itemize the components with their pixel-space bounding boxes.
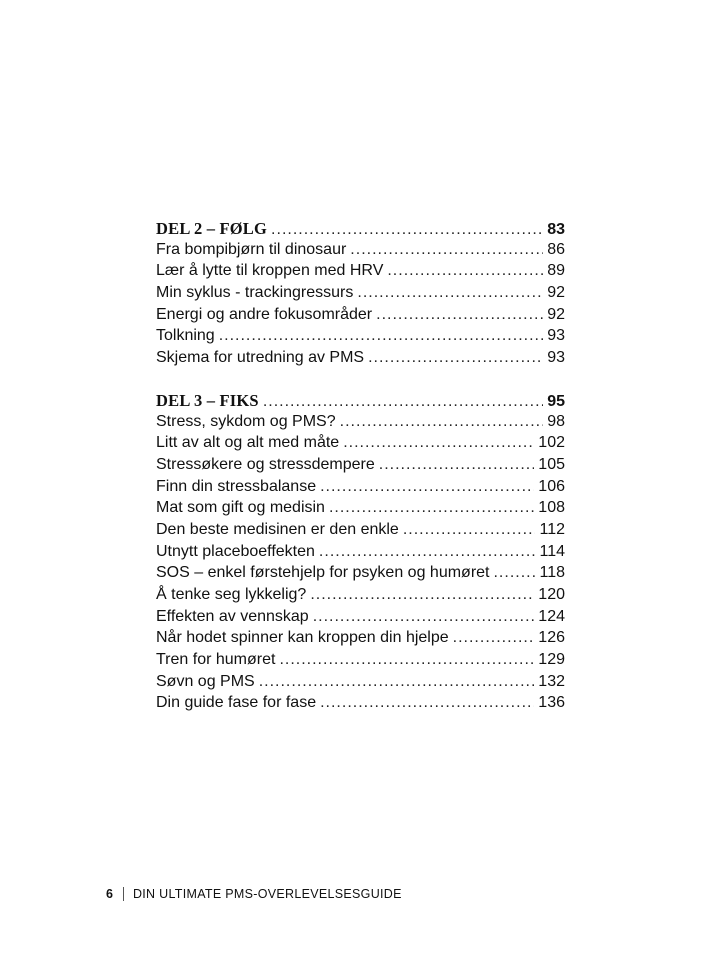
toc-entry-page: 93: [547, 327, 565, 345]
toc-section-del-3: [156, 391, 565, 716]
dot-leader: [379, 456, 535, 474]
toc-section-heading[interactable]: [156, 391, 565, 413]
toc-entry-title: Effekten av vennskap: [156, 607, 309, 625]
dot-leader: [263, 393, 543, 411]
toc-entry-page: 118: [539, 564, 565, 582]
toc-entry-page: 89: [547, 262, 565, 280]
toc-entry-title: Din guide fase for fase: [156, 694, 317, 712]
dot-leader: [493, 564, 535, 582]
toc-entry-page: 93: [547, 349, 565, 367]
toc-entry-title: Fra bompibjørn til dinosaur: [156, 240, 347, 258]
toc-heading-page: 83: [547, 221, 565, 238]
toc-entry-page: 105: [538, 455, 565, 473]
toc-section-heading[interactable]: [156, 219, 565, 241]
toc-section-del-2: [156, 219, 565, 371]
toc-entry[interactable]: [156, 349, 565, 371]
toc-entry-page: 92: [547, 284, 565, 302]
toc-entry[interactable]: [156, 499, 565, 521]
toc-entry-page: 92: [547, 305, 565, 323]
toc-entry-page: 120: [538, 586, 565, 603]
toc-entry-page: 114: [539, 542, 565, 560]
toc-entry-title: Min syklus - trackingressurs: [156, 284, 354, 302]
toc-entry[interactable]: [156, 694, 565, 716]
toc-entry[interactable]: [156, 413, 565, 435]
dot-leader: [313, 608, 535, 626]
toc-entry[interactable]: [156, 327, 565, 349]
dot-leader: [453, 629, 535, 647]
dot-leader: [368, 349, 543, 367]
dot-leader: [320, 478, 534, 496]
toc-heading-page: 95: [547, 392, 565, 410]
toc-entry-title: Lær å lytte til kroppen med HRV: [156, 262, 384, 280]
toc-entry-title: Energi og andre fokusområder: [156, 305, 373, 323]
toc-entry-page: 102: [538, 434, 565, 452]
dot-leader: [319, 543, 536, 561]
toc-entry[interactable]: [156, 586, 565, 608]
dot-leader: [219, 327, 544, 345]
toc-entry-page: 86: [547, 240, 565, 258]
toc-entry-title: Stressøkere og stressdempere: [156, 455, 375, 473]
toc-entry[interactable]: [156, 651, 565, 673]
toc-entry[interactable]: [156, 521, 565, 543]
toc-entry[interactable]: [156, 262, 565, 284]
dot-leader: [343, 434, 534, 452]
toc-entry-title: Søvn og PMS: [156, 672, 255, 690]
page-number: 6: [106, 887, 113, 901]
toc-entry-page: 112: [539, 520, 565, 538]
toc-entry[interactable]: [156, 284, 565, 306]
toc-entry-title: Å tenke seg lykkelig?: [156, 586, 307, 603]
dot-leader: [329, 499, 534, 517]
toc-entry-title: Den beste medisinen er den enkle: [156, 520, 399, 538]
toc-entry[interactable]: [156, 629, 565, 651]
dot-leader: [320, 694, 534, 712]
toc-entry-title: Litt av alt og alt med måte: [156, 434, 340, 452]
toc-heading-title: DEL 3 – FIKS: [156, 390, 259, 410]
toc-heading-title: DEL 2 – FØLG: [156, 219, 268, 238]
toc-entry-title: Når hodet spinner kan kroppen din hjelpe: [156, 629, 449, 647]
toc-entry[interactable]: [156, 306, 565, 328]
dot-leader: [340, 413, 544, 431]
toc-entry-page: 129: [538, 651, 565, 669]
toc-entry-page: 124: [538, 607, 565, 625]
toc-entry[interactable]: [156, 608, 565, 630]
toc-entry[interactable]: [156, 241, 565, 263]
toc-entry-title: Skjema for utredning av PMS: [156, 349, 365, 367]
dot-leader: [387, 262, 543, 280]
footer-divider: [123, 887, 124, 901]
dot-leader: [376, 306, 543, 324]
toc-entry-title: Finn din stressbalanse: [156, 477, 317, 495]
table-of-contents: [156, 219, 565, 736]
dot-leader: [259, 673, 535, 691]
toc-entry-title: Mat som gift og medisin: [156, 499, 325, 517]
dot-leader: [271, 221, 543, 239]
toc-entry[interactable]: [156, 478, 565, 500]
toc-entry-title: Tolkning: [156, 327, 215, 345]
page-footer: [106, 887, 402, 901]
dot-leader: [310, 586, 534, 604]
toc-entry-title: Stress, sykdom og PMS?: [156, 412, 336, 430]
toc-entry[interactable]: [156, 673, 565, 695]
dot-leader: [350, 241, 543, 259]
toc-entry-page: 108: [538, 499, 565, 517]
toc-entry[interactable]: [156, 543, 565, 565]
toc-entry-page: 136: [538, 694, 565, 712]
toc-entry-page: 132: [538, 672, 565, 690]
toc-entry[interactable]: [156, 434, 565, 456]
toc-entry-page: 98: [547, 412, 565, 430]
dot-leader: [357, 284, 543, 302]
toc-entry-page: 106: [538, 477, 565, 495]
toc-entry[interactable]: [156, 456, 565, 478]
dot-leader: [279, 651, 534, 669]
toc-entry-title: Utnytt placeboeffekten: [156, 542, 315, 560]
toc-entry-page: 126: [538, 629, 565, 647]
toc-entry[interactable]: [156, 564, 565, 586]
running-title: DIN ULTIMATE PMS-OVERLEVELSESGUIDE: [132, 887, 402, 901]
toc-entry-title: Tren for humøret: [156, 651, 276, 669]
toc-entry-title: SOS – enkel førstehjelp for psyken og humøret: [156, 564, 490, 582]
dot-leader: [403, 521, 536, 539]
